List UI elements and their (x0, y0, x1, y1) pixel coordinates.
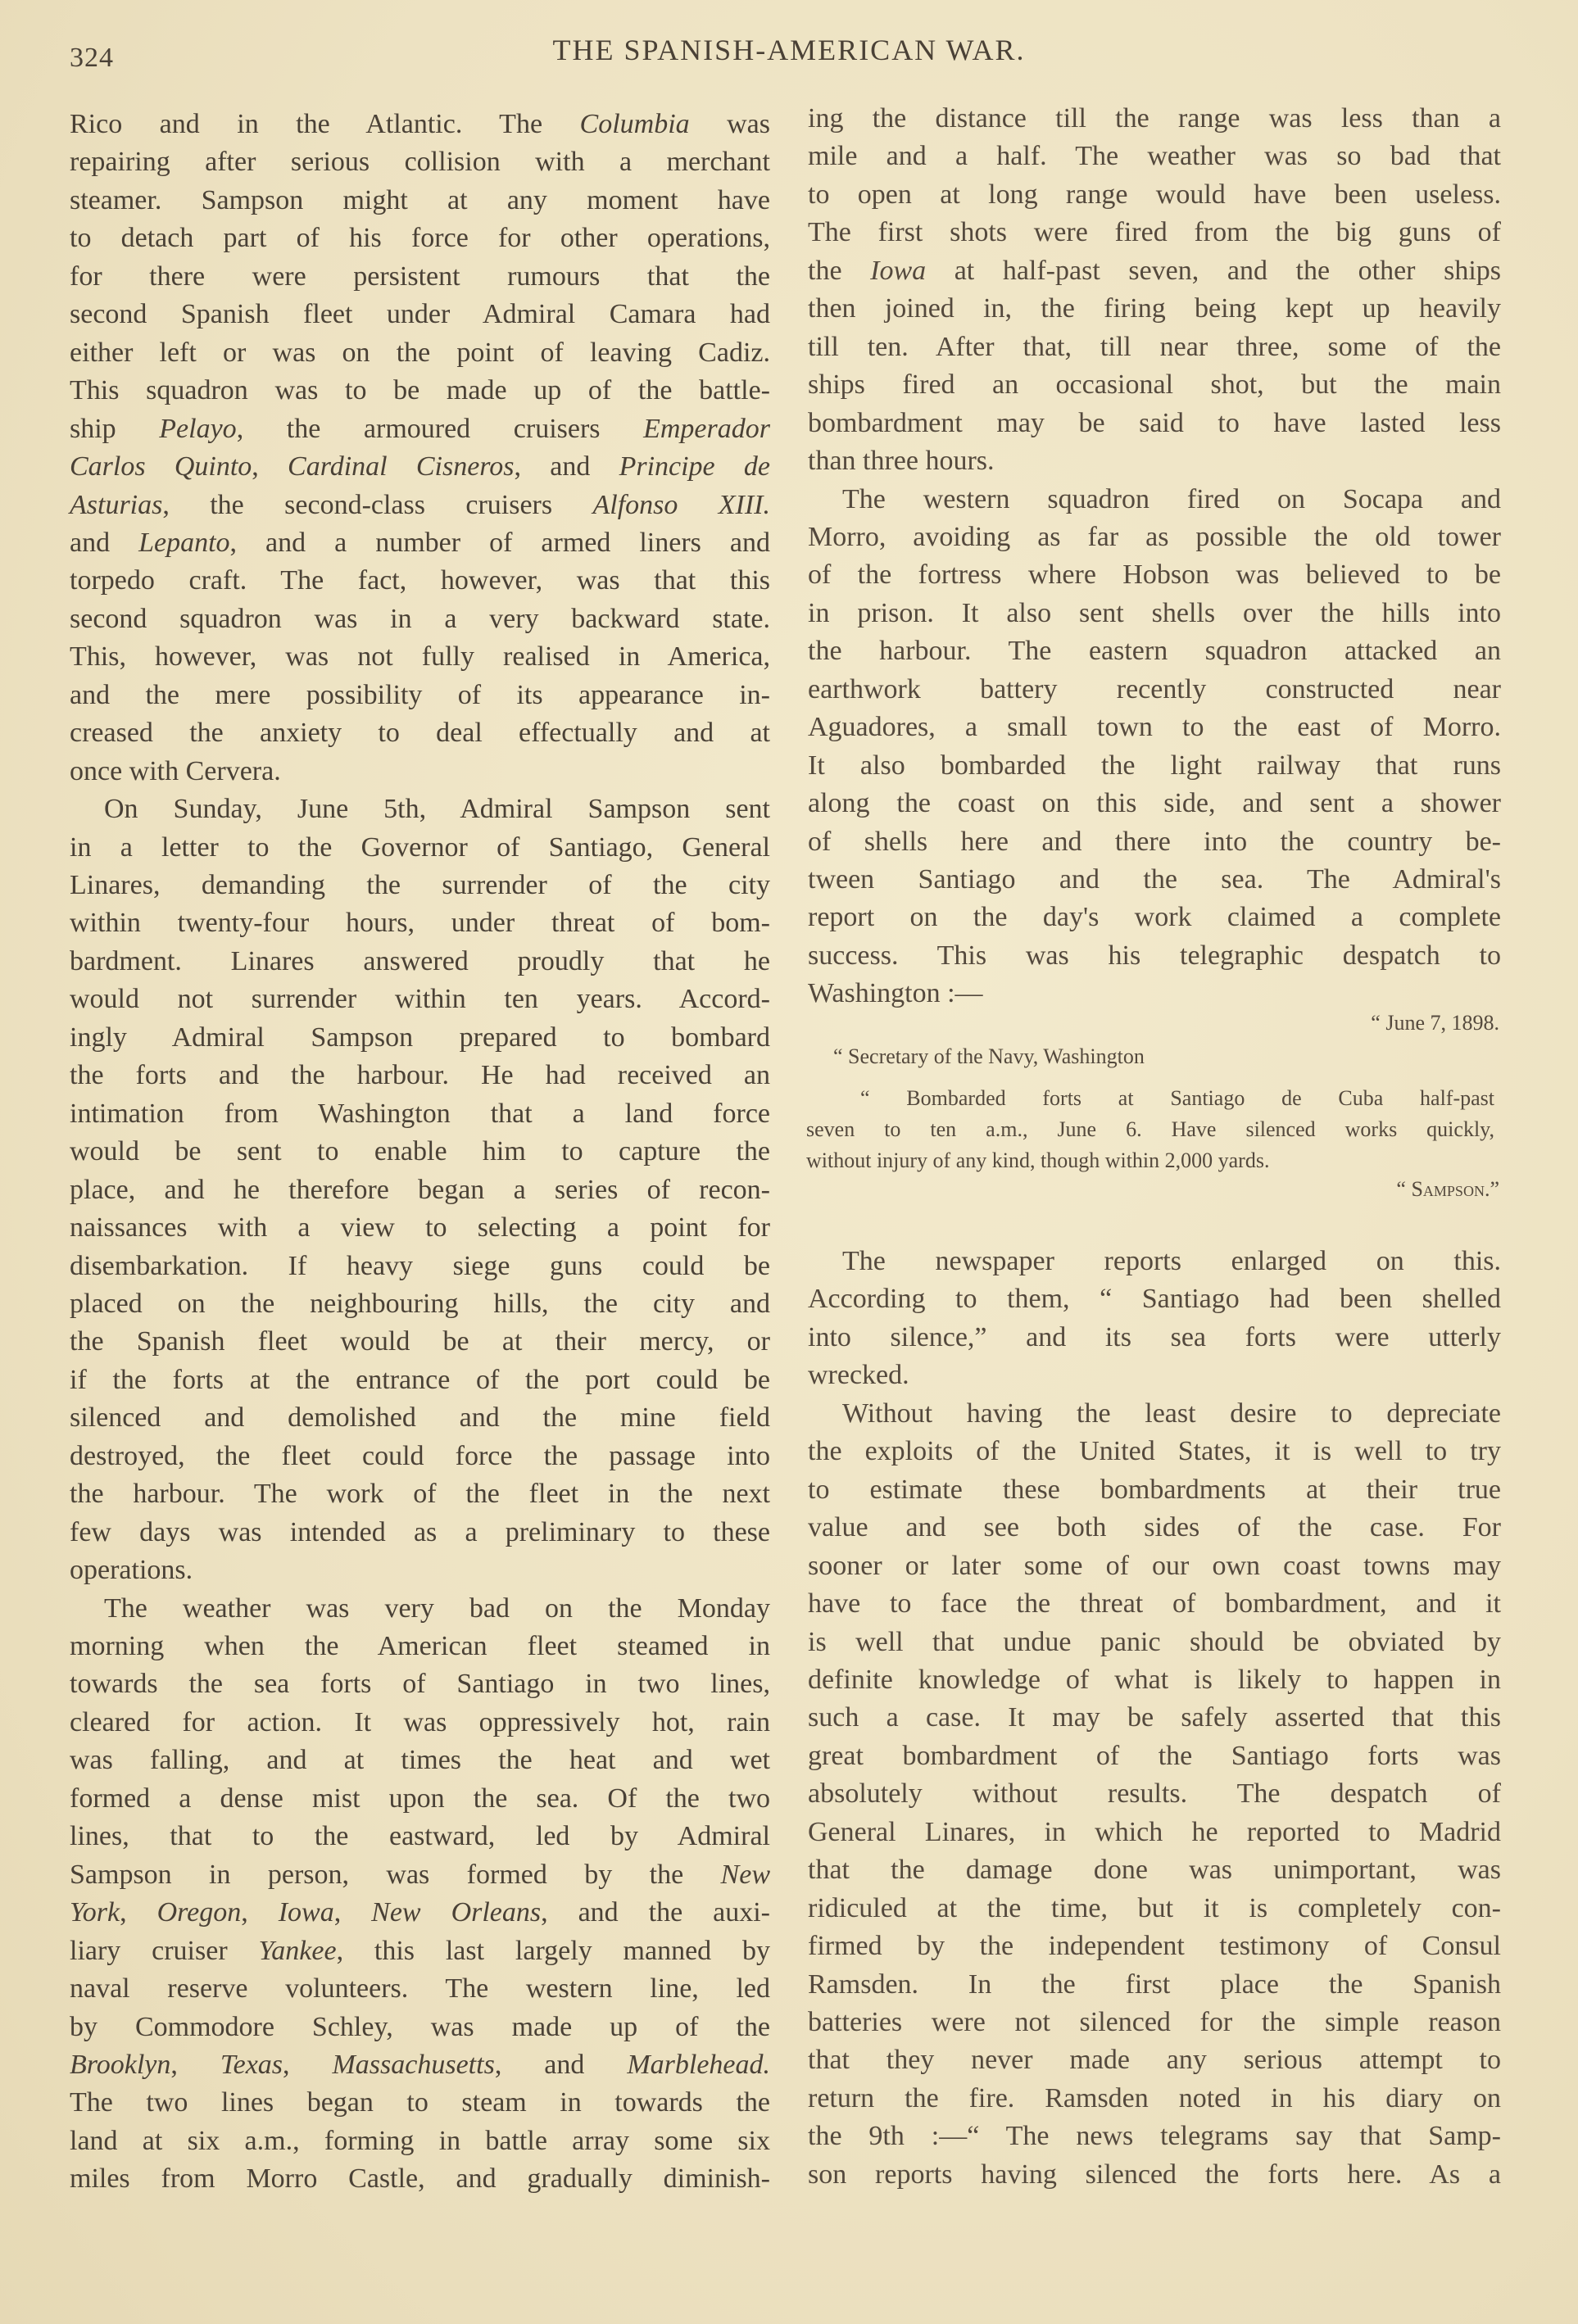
text-run: naissances with a view to selecting a point for (70, 1212, 770, 1244)
italic-text: Asturias (70, 489, 163, 520)
text-line (808, 632, 1501, 670)
text-line (70, 1970, 770, 2008)
text-run: , and (494, 2049, 628, 2080)
text-run: wrecked. (808, 1360, 909, 1391)
text-run: for there were persistent rumours that the (70, 260, 770, 292)
text-line (808, 861, 1501, 899)
italic-text: Texas (220, 2049, 283, 2080)
text-line (70, 106, 770, 143)
text-line (808, 1395, 1501, 1433)
text-line (70, 1361, 770, 1399)
text-run: son reports having silenced the forts here. As a (808, 2159, 1501, 2190)
text-line (808, 1775, 1501, 1813)
text-run: would be sent to enable him to capture the (70, 1136, 770, 1167)
text-line (70, 2084, 770, 2122)
text-line (70, 638, 770, 676)
text-line (808, 1624, 1501, 1661)
text-run: land at six a.m., forming in battle array some six (70, 2125, 770, 2156)
text-line (808, 747, 1501, 785)
text-run: formed a dense mist upon the sea. Of the two (70, 1783, 770, 1814)
text-run: to estimate these bombardments at their true (808, 1474, 1501, 1505)
telegram-date: “ June 7, 1898. (1371, 1011, 1499, 1035)
text-line (70, 1057, 770, 1094)
text-run: operations. (70, 1555, 193, 1586)
text-line (70, 220, 770, 257)
text-run: ing the distance till the range was less than a (808, 103, 1501, 134)
text-line (70, 1133, 770, 1171)
italic-text: Principe de (619, 451, 770, 482)
text-line (808, 937, 1501, 975)
text-line (70, 1171, 770, 1209)
text-run: within twenty-four hours, under threat of bom- (70, 908, 770, 939)
text-run: , this last largely manned by (336, 1935, 771, 1966)
text-run: and the mere possibility of its appearance in- (70, 679, 770, 710)
text-line (808, 2080, 1501, 2118)
text-line (70, 1285, 770, 1323)
text-run: naval reserve volunteers. The western line, led (70, 1973, 770, 2005)
text-line (70, 1932, 770, 1970)
text-line (808, 1814, 1501, 1851)
text-run: to open at long range would have been useless. (808, 179, 1501, 210)
text-line (808, 290, 1501, 328)
text-run: Sampson in person, was formed by the (70, 1859, 721, 1890)
text-line (808, 671, 1501, 709)
text-run: , and the auxi- (541, 1897, 771, 1928)
italic-text: Massachusetts (332, 2049, 495, 2080)
text-run: towards the sea forts of Santiago in two lines, (70, 1669, 770, 1700)
text-line (808, 328, 1501, 366)
text-run: and (70, 527, 139, 558)
text-line (70, 677, 770, 714)
text-line (808, 1966, 1501, 2004)
italic-text: Pelayo (159, 413, 237, 444)
text-run: second Spanish fleet under Admiral Camara had (70, 299, 770, 330)
text-line (70, 2122, 770, 2160)
running-title: THE SPANISH-AMERICAN WAR. (552, 34, 1026, 66)
text-line (70, 1438, 770, 1475)
text-run: Washington :— (808, 978, 983, 1009)
text-run: definite knowledge of what is likely to happen in (808, 1664, 1501, 1695)
text-line (70, 1399, 770, 1437)
text-line (808, 481, 1501, 519)
text-line (808, 138, 1501, 175)
text-run: place, and he therefore began a series of recon- (70, 1174, 770, 1205)
text-line (70, 2160, 770, 2198)
text-run: Ramsden. In the first place the Spanish (808, 1968, 1501, 2000)
text-run: silenced and demolished and the mine field (70, 1402, 770, 1434)
text-line (808, 556, 1501, 594)
text-run: along the coast on this side, and sent a shower (808, 788, 1501, 819)
text-run: , the second-class cruisers (162, 489, 593, 520)
text-line (808, 595, 1501, 632)
text-line (808, 975, 1501, 1013)
text-line (70, 143, 770, 181)
text-line (70, 524, 770, 562)
text-run: creased the anxiety to deal effectually and at (70, 718, 770, 749)
italic-text: Alfonso XIII. (592, 489, 770, 520)
italic-text: New (720, 1859, 770, 1890)
text-run: in a letter to the Governor of Santiago, General (70, 831, 770, 863)
text-line (70, 334, 770, 372)
italic-text: Lepanto (138, 527, 230, 558)
text-run: if the forts at the entrance of the port could be (70, 1364, 770, 1395)
text-run: Without having the least desire to depreciate (842, 1398, 1501, 1429)
text-run: , (252, 451, 288, 482)
text-line (808, 442, 1501, 480)
text-line (808, 1661, 1501, 1699)
text-run: than three hours. (808, 446, 995, 477)
text-run: placed on the neighbouring hills, the city and (70, 1288, 770, 1319)
text-run: , and a number of armed liners and (229, 527, 770, 558)
text-run: , and (514, 451, 619, 482)
text-run: , (333, 1897, 372, 1928)
text-line (808, 1280, 1501, 1318)
italic-text: Oregon (156, 1897, 242, 1928)
text-run: It also bombarded the light railway that runs (808, 750, 1501, 781)
text-line (808, 519, 1501, 556)
text-line (808, 405, 1501, 442)
text-run: ingly Admiral Sampson prepared to bombard (70, 1022, 770, 1053)
text-run: cleared for action. It was oppressively hot, rain (70, 1706, 770, 1737)
text-line (808, 1890, 1501, 1928)
text-line (70, 1780, 770, 1818)
text-run: , (283, 2049, 333, 2080)
text-line (808, 1433, 1501, 1470)
telegram-signature: “ Sampson.” (1396, 1177, 1499, 1201)
text-line (808, 1699, 1501, 1737)
italic-text: Brooklyn (70, 2049, 171, 2080)
text-line (70, 829, 770, 867)
text-run: On Sunday, June 5th, Admiral Sampson sent (104, 794, 770, 825)
text-line (70, 1704, 770, 1742)
text-run: of shells here and there into the country be- (808, 826, 1501, 857)
text-line (808, 100, 1501, 138)
text-line (70, 981, 770, 1018)
text-line (808, 176, 1501, 214)
telegram-line: seven to ten a.m., June 6. Have silenced works quickly, (806, 1117, 1494, 1141)
telegram-addressee: “ Secretary of the Navy, Washington (833, 1044, 1145, 1068)
text-line (70, 1628, 770, 1665)
text-line (70, 1552, 770, 1589)
text-run: , the armoured cruisers (236, 413, 644, 444)
page-number: 324 (70, 43, 114, 73)
text-run: report on the day's work claimed a complete (808, 902, 1501, 933)
text-line (70, 943, 770, 981)
text-run: According to them, “ Santiago had been shelled (808, 1284, 1501, 1315)
text-run: , (241, 1897, 279, 1928)
text-run: mile and a half. The weather was so bad that (808, 141, 1501, 172)
text-run: was (689, 109, 770, 139)
text-line (70, 372, 770, 410)
text-line (70, 1818, 770, 1855)
italic-text: Columbia (579, 109, 690, 139)
text-line (808, 1357, 1501, 1394)
text-run: , (170, 2049, 220, 2080)
text-run: sooner or later some of our own coast towns may (808, 1550, 1501, 1581)
text-line (808, 1509, 1501, 1547)
text-run: Rico and in the Atlantic. The (70, 109, 580, 139)
text-line (70, 1475, 770, 1513)
text-run: the Spanish fleet would be at their mercy, or (70, 1326, 770, 1357)
telegram-line: “ Bombarded forts at Santiago de Cuba half-past (860, 1086, 1494, 1110)
text-run: such a case. It may be safely asserted that this (808, 1702, 1501, 1733)
text-line (808, 366, 1501, 404)
text-run: earthwork battery recently constructed near (808, 673, 1501, 704)
text-line (70, 753, 770, 791)
text-line (70, 296, 770, 333)
text-run: tween Santiago and the sea. The Admiral's (808, 864, 1501, 895)
text-run: Aguadores, a small town to the east of Morro. (808, 712, 1501, 743)
text-run: then joined in, the firing being kept up heavily (808, 293, 1501, 324)
text-run: destroyed, the fleet could force the passage into (70, 1440, 770, 1471)
text-run: at half-past seven, and the other ships (926, 255, 1501, 286)
text-line (808, 2156, 1501, 2194)
italic-text: York (70, 1897, 120, 1928)
text-line (808, 1851, 1501, 1889)
text-run: liary cruiser (70, 1935, 259, 1966)
text-run: either left or was on the point of leaving Cadiz. (70, 337, 770, 368)
text-run: into silence,” and its sea forts were utterly (808, 1321, 1501, 1352)
text-run: by Commodore Schley, was made up of the (70, 2011, 770, 2042)
text-run: torpedo craft. The fact, however, was that this (70, 565, 770, 596)
text-run: firmed by the independent testimony of Consul (808, 1931, 1501, 1962)
text-run: that they never made any serious attempt to (808, 2045, 1501, 2076)
text-run: absolutely without results. The despatch of (808, 1778, 1501, 1810)
text-line (70, 714, 770, 752)
text-run: bardment. Linares answered proudly that he (70, 945, 770, 976)
text-line (70, 1894, 770, 1932)
text-run: the exploits of the United States, it is well to try (808, 1436, 1501, 1467)
text-run: would not surrender within ten years. Accord- (70, 984, 770, 1015)
text-line (808, 1928, 1501, 1965)
text-line (808, 1737, 1501, 1775)
text-line (70, 1019, 770, 1057)
text-line (70, 1248, 770, 1285)
text-line (70, 258, 770, 296)
italic-text: Emperador (643, 413, 770, 444)
text-run: ridiculed at the time, but it is completely con- (808, 1892, 1501, 1923)
text-line (808, 1319, 1501, 1357)
text-line (70, 791, 770, 828)
text-line (70, 487, 770, 524)
text-line (70, 1856, 770, 1894)
italic-text: New Orleans (371, 1897, 542, 1928)
text-run: disembarkation. If heavy siege guns could be (70, 1250, 770, 1281)
text-run: the 9th :—“ The news telegrams say that Samp- (808, 2121, 1501, 2152)
text-run: repairing after serious collision with a merchant (70, 147, 770, 178)
text-run: The two lines began to steam in towards the (70, 2087, 770, 2118)
text-line (808, 2041, 1501, 2079)
text-run: ships fired an occasional shot, but the main (808, 369, 1501, 401)
text-line (70, 1665, 770, 1703)
italic-text: Carlos Quinto (70, 451, 252, 482)
text-run: steamer. Sampson might at any moment have (70, 184, 770, 215)
text-line (70, 2009, 770, 2046)
text-line (808, 2004, 1501, 2041)
text-run: miles from Morro Castle, and gradually diminish- (70, 2163, 770, 2195)
text-line (808, 899, 1501, 936)
text-line (70, 1514, 770, 1552)
text-run: batteries were not silenced for the simple reason (808, 2007, 1501, 2037)
text-line (70, 2046, 770, 2084)
text-run: Morro, avoiding as far as possible the old tower (808, 521, 1501, 552)
text-line (808, 1585, 1501, 1623)
text-line (70, 1095, 770, 1133)
text-line (808, 823, 1501, 861)
text-run: morning when the American fleet steamed in (70, 1631, 770, 1661)
italic-text: Iowa (278, 1897, 334, 1928)
text-line (70, 1323, 770, 1361)
text-run: was falling, and at times the heat and wet (70, 1745, 770, 1776)
text-run: the harbour. The work of the fleet in the next (70, 1479, 770, 1510)
text-line (70, 182, 770, 220)
text-run: of the fortress where Hobson was believed to be (808, 559, 1501, 591)
text-line (808, 1547, 1501, 1585)
text-run: in prison. It also sent shells over the hills into (808, 597, 1501, 628)
text-line (808, 1243, 1501, 1280)
text-line (808, 785, 1501, 822)
text-run: have to face the threat of bombardment, and it (808, 1588, 1501, 1620)
text-run: once with Cervera. (70, 755, 281, 786)
text-run: ship (70, 413, 160, 444)
text-run: to detach part of his force for other operations, (70, 223, 770, 254)
text-run: intimation from Washington that a land force (70, 1098, 770, 1129)
text-run: , (120, 1897, 157, 1928)
text-line (70, 600, 770, 638)
text-run: This, however, was not fully realised in America, (70, 641, 770, 673)
text-line (70, 1209, 770, 1247)
text-line (70, 1742, 770, 1779)
italic-text: Iowa (870, 255, 927, 286)
text-line (70, 1590, 770, 1628)
text-run: The first shots were fired from the big guns of (808, 217, 1501, 248)
text-run: General Linares, in which he reported to Madrid (808, 1816, 1501, 1847)
text-line (70, 904, 770, 942)
text-line (70, 448, 770, 486)
text-run: second squadron was in a very backward state. (70, 603, 770, 634)
text-run: return the fire. Ramsden noted in his diary on (808, 2082, 1501, 2113)
text-run: lines, that to the eastward, led by Admiral (70, 1821, 770, 1852)
text-run: the (808, 255, 871, 286)
text-run: bombardment may be said to have lasted less (808, 407, 1501, 438)
text-run: the harbour. The eastern squadron attacked an (808, 636, 1501, 667)
text-run: few days was intended as a preliminary to these (70, 1516, 770, 1547)
text-run: The newspaper reports enlarged on this. (842, 1246, 1501, 1276)
italic-text: Yankee (258, 1935, 337, 1966)
text-run: value and see both sides of the case. For (808, 1512, 1501, 1543)
text-run: that the damage done was unimportant, was (808, 1855, 1501, 1886)
text-run: The weather was very bad on the Monday (104, 1592, 770, 1624)
text-run: is well that undue panic should be obviated by (808, 1626, 1501, 1657)
text-run: This squadron was to be made up of the battle- (70, 375, 770, 406)
text-line (808, 709, 1501, 746)
italic-text: Marblehead. (627, 2049, 770, 2080)
text-line (70, 562, 770, 600)
text-line (808, 252, 1501, 290)
text-run: the forts and the harbour. He had received an (70, 1060, 770, 1091)
text-line (808, 214, 1501, 251)
text-line (808, 2118, 1501, 2155)
text-line (70, 867, 770, 904)
italic-text: Cardinal Cisneros (288, 451, 515, 482)
text-run: till ten. After that, till near three, some of the (808, 331, 1501, 362)
telegram-line: without injury of any kind, though within 2,000 yards. (806, 1148, 1270, 1172)
text-run: great bombardment of the Santiago forts was (808, 1740, 1501, 1771)
text-line (808, 1471, 1501, 1509)
text-line (70, 410, 770, 448)
text-run: Linares, demanding the surrender of the city (70, 870, 770, 900)
text-run: success. This was his telegraphic despatch to (808, 940, 1501, 971)
text-run: The western squadron fired on Socapa and (842, 483, 1501, 514)
